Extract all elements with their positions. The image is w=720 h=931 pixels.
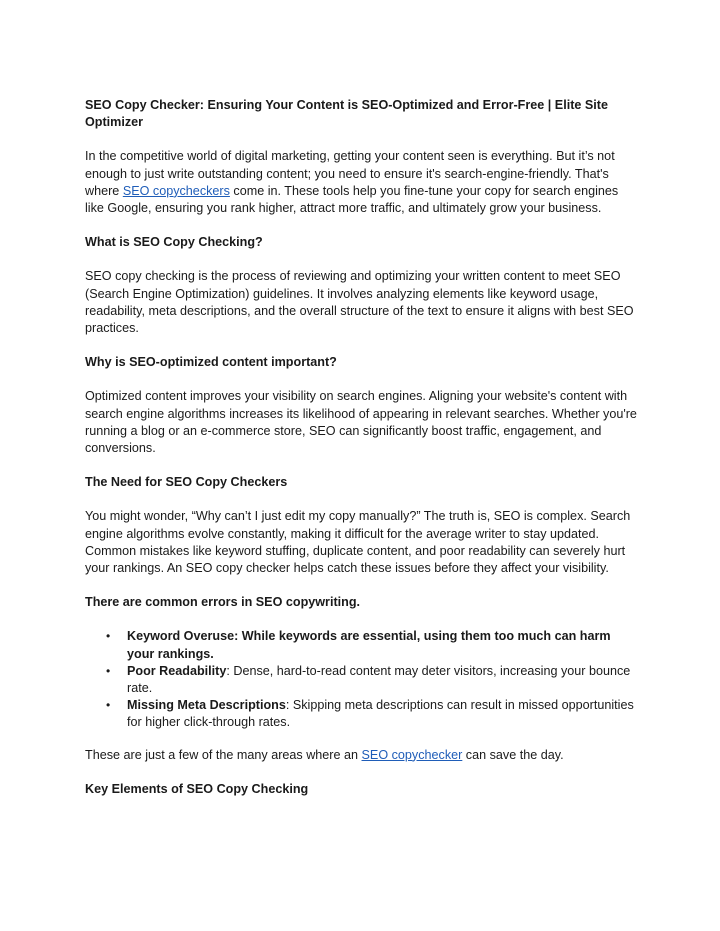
section-body-need-for-checkers: You might wonder, “Why can’t I just edit my copy manually?” The truth is, SEO is complex. Search engine algorithms evolve constantly, making it difficult for the average writer to stay updated. Common mistakes like keyword stuffing, duplicate content, and poor readability can severely hurt your rankings. An SEO copy checker helps catch these issues before they affect your visibility. bbox=[85, 509, 631, 576]
bullet-icon: • bbox=[106, 663, 111, 678]
section-heading-what-is: What is SEO Copy Checking? bbox=[85, 235, 263, 250]
section-heading-key-elements: Key Elements of SEO Copy Checking bbox=[85, 781, 309, 796]
list-item bbox=[106, 663, 637, 697]
list-item-bold: Missing Meta Descriptions bbox=[127, 698, 286, 713]
bullet-icon: • bbox=[106, 629, 111, 644]
seo-copychecker-link[interactable]: SEO copychecker bbox=[361, 747, 463, 762]
section-heading-need-for-checkers: The Need for SEO Copy Checkers bbox=[85, 475, 288, 490]
section-heading-common-errors: There are common errors in SEO copywriting. bbox=[85, 595, 361, 610]
seo-copycheckers-link[interactable]: SEO copycheckers bbox=[122, 183, 230, 198]
list-item bbox=[106, 628, 637, 662]
list-item-bold: Keyword Overuse: While keywords are essential, using them too much can harm your rankings. bbox=[127, 629, 611, 661]
intro-text-before: In the competitive world of digital marketing, getting your content seen is everything. But it’s not enough to just write outstanding content; you need to ensure it's search-engine-friendly. That's where bbox=[85, 149, 615, 198]
list-item-text: : Dense, hard-to-read content may deter visitors, increasing your bounce rate. bbox=[127, 663, 631, 696]
section-body-what-is: SEO copy checking is the process of reviewing and optimizing your written content to meet SEO (Search Engine Optimization) guidelines. It involves analyzing elements like keyword usage, readability, meta descriptions, and the overall structure of the text to ensure it aligns with best SEO practices. bbox=[85, 269, 634, 336]
closing-text-after: can save the day. bbox=[462, 747, 564, 762]
section-body-why-important: Optimized content improves your visibility on search engines. Aligning your website's content with search engine algorithms increases its likelihood of appearing in relevant searches. Whether you're running a blog or an e-commerce store, SEO can significantly boost traffic, engagement, and conversions. bbox=[85, 389, 637, 456]
closing-paragraph bbox=[85, 747, 637, 764]
list-item-text: : Skipping meta descriptions can result in missed opportunities for higher click-through rates. bbox=[127, 698, 634, 730]
document-body bbox=[85, 97, 637, 815]
list-item bbox=[106, 697, 637, 731]
bullet-icon: • bbox=[106, 698, 111, 713]
section-heading-why-important: Why is SEO-optimized content important? bbox=[85, 355, 337, 370]
document-title: SEO Copy Checker: Ensuring Your Content is SEO-Optimized and Error-Free | Elite Site Optimizer bbox=[85, 98, 608, 130]
intro-text-after: come in. These tools help you fine-tune your copy for search engines like Google, ensuring you rank higher, attract more traffic, and ultimately grow your business. bbox=[85, 183, 619, 216]
intro-paragraph bbox=[85, 148, 637, 217]
common-errors-list bbox=[85, 628, 637, 731]
list-item-bold: Poor Readability bbox=[127, 663, 227, 678]
closing-text-before: These are just a few of the many areas where an bbox=[85, 747, 362, 762]
